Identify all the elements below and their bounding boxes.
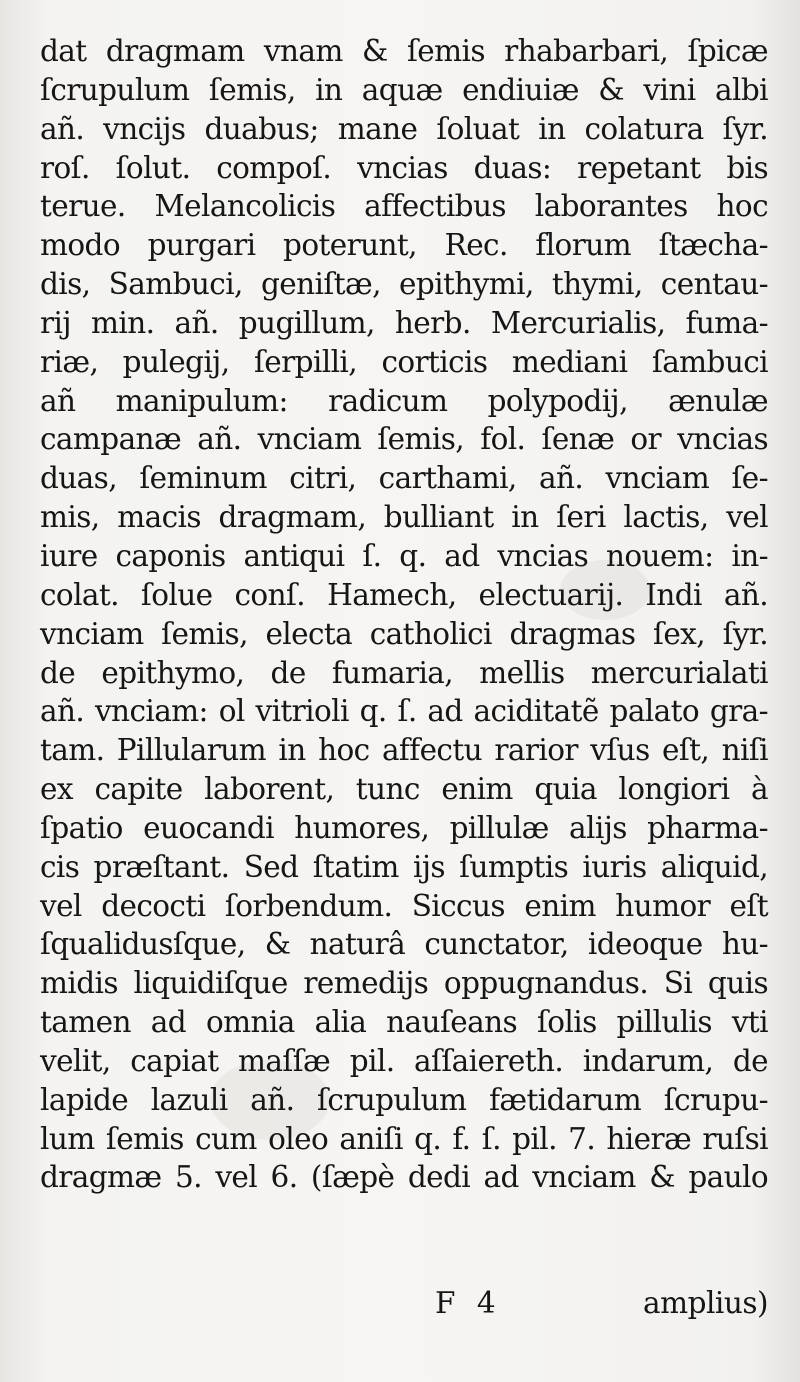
text-line: dragmæ 5. vel 6. (ſæpè dedi ad vnciam & paulo [40, 1160, 768, 1195]
text-line: duas, ſeminum citri, carthami, añ. vnciam ſe- [40, 461, 768, 496]
text-line: ſcrupulum ſemis, in aquæ endiuiæ & vini albi [40, 72, 768, 107]
text-line: velit, capiat maſſæ pil. aſſaiereth. indarum, de [40, 1043, 768, 1078]
text-line: modo purgari poterunt, Rec. florum ſtæcha- [40, 228, 768, 263]
text-line: terue. Melancolicis affectibus laborantes hoc [40, 189, 768, 224]
signature-mark: F 4 [435, 1286, 502, 1320]
text-line: vel decocti ſorbendum. Siccus enim humor eſt [40, 888, 768, 923]
text-line: iure caponis antiqui ſ. q. ad vncias nouem: in- [40, 538, 768, 573]
body-text [40, 32, 768, 1197]
text-line: cis præſtant. Sed ſtatim ijs ſumptis iuris aliquid, [40, 849, 768, 884]
catchword: amplius) [643, 1286, 768, 1320]
text-line: dis, Sambuci, geniſtæ, epithymi, thymi, centau- [40, 267, 768, 302]
text-line: ſqualidusſque, & naturâ cunctator, ideoque hu- [40, 927, 768, 962]
text-line: lapide lazuli añ. ſcrupulum fætidarum ſcrupu- [40, 1082, 768, 1117]
text-line: tam. Pillularum in hoc affectu rarior vſus eſt, niſi [40, 733, 768, 768]
text-line: de epithymo, de fumaria, mellis mercurialati [40, 655, 768, 690]
text-line: roſ. ſolut. compoſ. vncias duas: repetant bis [40, 150, 768, 185]
text-line: riæ, pulegij, ſerpilli, corticis mediani ſambuci [40, 344, 768, 379]
text-line: añ manipulum: radicum polypodij, ænulæ [40, 383, 768, 418]
text-line: dat dragmam vnam & ſemis rhabarbari, ſpicæ [40, 34, 768, 68]
text-line: añ. vncijs duabus; mane ſoluat in colatura ſyr. [40, 111, 768, 146]
text-line: añ. vnciam: ol vitrioli q. ſ. ad aciditatẽ palato gra- [40, 694, 768, 729]
text-line: campanæ añ. vnciam ſemis, fol. ſenæ or vncias [40, 422, 768, 457]
text-line: midis liquidiſque remedijs oppugnandus. Si quis [40, 966, 768, 1001]
page-footer [40, 1283, 768, 1323]
text-line: lum ſemis cum oleo aniſi q. f. ſ. pil. 7. hieræ ruſsi [40, 1121, 768, 1156]
text-line: vnciam ſemis, electa catholici dragmas ſex, ſyr. [40, 616, 768, 651]
text-line: ſpatio euocandi humores, pillulæ alijs pharma- [40, 810, 768, 845]
text-line: colat. ſolue conſ. Hamech, electuarij. Indi añ. [40, 577, 768, 612]
text-line: mis, macis dragmam, bulliant in ſeri lactis, vel [40, 500, 768, 535]
text-line: rij min. añ. pugillum, herb. Mercurialis, fuma- [40, 305, 768, 340]
text-line: ex capite laborent, tunc enim quia longiori à [40, 772, 768, 807]
text-line: tamen ad omnia alia nauſeans ſolis pillulis vti [40, 1005, 768, 1040]
